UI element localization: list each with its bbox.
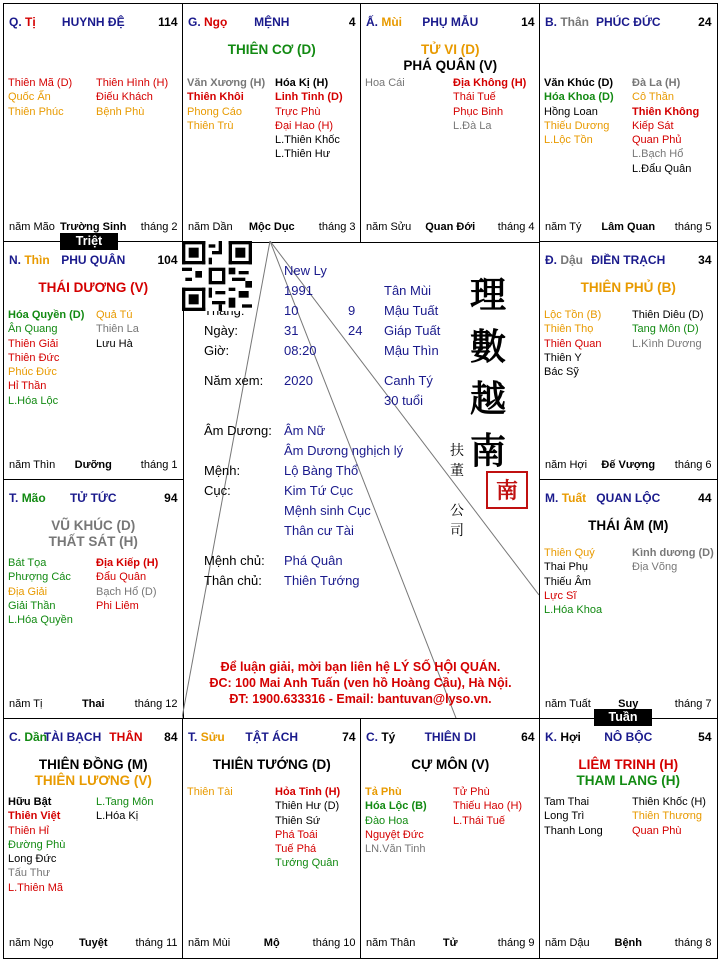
palace-year: năm Dần: [188, 220, 233, 233]
thanchu-value: Thiên Tướng: [284, 573, 360, 588]
palace-g-ngo[interactable]: [182, 3, 362, 243]
minor-star: Thiếu Dương: [544, 119, 610, 132]
minor-star: L.Thái Tuế: [453, 814, 505, 827]
minor-star: Đẩu Quân: [96, 571, 147, 584]
main-star: CỰ MÔN (V): [411, 757, 490, 772]
minor-star: Ân Quang: [8, 323, 58, 336]
palace-q-ti[interactable]: [3, 3, 184, 243]
palace-branch: T. Sửu: [188, 730, 225, 744]
hour-label: Giờ:: [204, 343, 230, 358]
palace-year: năm Tị: [9, 697, 43, 710]
palace-footer: [545, 459, 712, 473]
palace-header: [9, 15, 178, 31]
minor-star: Long Đức: [8, 853, 57, 866]
cuc-value-1: Kim Tứ Cục: [284, 483, 354, 498]
minor-star: Hóa Khoa (D): [544, 91, 614, 104]
seal-char-3: 越: [470, 378, 507, 420]
star-column-right: [632, 308, 704, 351]
palace-year: năm Tý: [545, 220, 582, 233]
minor-star: Thiên Sứ: [275, 814, 321, 827]
minor-star: L.Lộc Tồn: [544, 134, 593, 147]
main-star: THẤT SÁT (H): [48, 534, 138, 549]
palace-stage: Lâm Quan: [601, 220, 656, 233]
star-column-left: [544, 308, 601, 379]
cuc-value-3: Thân cư Tài: [284, 523, 354, 538]
minor-star: Lộc Tồn (B): [544, 309, 602, 321]
star-column-left: [365, 76, 405, 90]
palace-branch: Ấ. Mùi: [366, 15, 403, 29]
palace-stage: Bệnh: [614, 936, 642, 949]
palace-name: TỬ TỨC: [69, 491, 117, 505]
contact-line-3: ĐT: 1900.633316 - Email: bantuvan@lyso.vn.: [229, 692, 492, 706]
palace-footer: [9, 698, 178, 712]
star-column-left: [544, 76, 614, 147]
tuan-tag: Tuần: [594, 709, 652, 726]
seal-side-4: 司: [450, 523, 464, 539]
palace-number: 14: [521, 15, 535, 29]
minor-star: Hóa Kị (H): [275, 77, 329, 89]
red-stamp: 南: [486, 471, 528, 509]
menh-label: Mệnh:: [204, 463, 241, 478]
minor-star: Thiên Y: [544, 351, 582, 364]
star-column-right: [632, 76, 699, 176]
center-info-panel: [182, 241, 539, 718]
star-column-right: [96, 795, 153, 824]
minor-star: Đại Hao (H): [275, 119, 334, 132]
triet-tag: Triệt: [60, 233, 118, 250]
than-marker: THÂN: [109, 730, 143, 744]
star-column-right: [96, 76, 168, 119]
palace-stage: Thai: [81, 697, 105, 710]
palace-number: 54: [698, 730, 712, 744]
day-canchi: Giáp Tuất: [384, 323, 441, 338]
palace-number: 24: [698, 15, 712, 29]
minor-star: Thiên Tài: [187, 786, 233, 798]
minor-star: LN.Văn Tinh: [365, 843, 426, 856]
seal-side-2: 董: [450, 463, 464, 479]
palace-name: PHU QUÂN: [61, 253, 126, 267]
star-column-left: [8, 795, 65, 895]
palace-k-hoi[interactable]: [539, 718, 718, 959]
minor-star: Thiếu Hao (H): [453, 800, 523, 813]
minor-star: Thiên Thọ: [544, 323, 594, 336]
seal-char-1: 理: [470, 274, 507, 316]
palace-month: tháng 9: [497, 936, 535, 949]
minor-star: Thiên Giải: [8, 337, 59, 350]
palace-t-mao[interactable]: [3, 479, 184, 720]
palace-stage: Đế Vượng: [601, 458, 656, 471]
main-star: LIÊM TRINH (H): [578, 757, 679, 772]
amduong-value-1: Âm Nữ: [284, 423, 326, 438]
minor-star: Phi Liêm: [96, 599, 139, 612]
palace-name: ĐIỀN TRẠCH: [591, 253, 666, 267]
palace-b-than[interactable]: [539, 3, 718, 243]
minor-star: Nguyệt Đức: [365, 828, 424, 841]
viewyear-canchi: Canh Tý: [384, 373, 433, 388]
main-star: THIÊN ĐỒNG (M): [38, 757, 148, 772]
minor-star: Thiên Quý: [544, 547, 595, 559]
minor-star: Đà La (H): [632, 77, 681, 89]
star-column-right: [275, 76, 343, 162]
palace-header: [545, 730, 712, 746]
star-column-left: [8, 308, 84, 408]
minor-star: Địa Giải: [8, 585, 48, 598]
main-star: THÁI ÂM (M): [588, 518, 669, 533]
contact-line-1: Để luận giải, mời bạn liên hệ LÝ SỐ HỘI QUÁN.: [220, 660, 501, 674]
palace-month: tháng 6: [674, 458, 712, 471]
minor-star: Hữu Bật: [8, 796, 52, 808]
star-column-right: [96, 308, 139, 351]
minor-star: Bát Tọa: [8, 557, 47, 569]
main-star: THIÊN LƯƠNG (V): [34, 773, 152, 788]
minor-star: Thiên Hỉ: [8, 824, 49, 837]
minor-star: Cô Thần: [632, 91, 674, 104]
minor-star: Lực Sĩ: [544, 589, 577, 602]
minor-star: L.Hóa Khoa: [544, 604, 603, 617]
palace-name: TÀI BẠCH THÂN: [43, 730, 143, 744]
minor-star: Quan Phủ: [632, 134, 682, 147]
palace-stage: Quan Đới: [425, 220, 476, 233]
palace-branch: B. Thân: [545, 15, 590, 29]
palace-branch: C. Tý: [366, 730, 396, 744]
minor-star: L.Bạch Hổ: [632, 148, 684, 161]
palace-header: [366, 730, 535, 746]
thanchu-label: Thân chủ:: [204, 573, 262, 588]
minor-star: Thiên Khốc (H): [632, 796, 706, 808]
minor-star: Thiên Mã (D): [8, 77, 73, 89]
minor-star: L.Hóa Lộc: [8, 394, 59, 407]
minor-star: Phong Cáo: [187, 105, 243, 118]
star-column-left: [187, 76, 265, 133]
palace-number: 114: [158, 15, 178, 29]
palace-header: [188, 15, 356, 31]
star-column-left: [365, 785, 427, 856]
minor-star: Thái Tuế: [453, 91, 496, 104]
menhchu-value: Phá Quân: [284, 553, 343, 568]
minor-star: Văn Khúc (D): [544, 77, 614, 89]
minor-star: Đào Hoa: [365, 814, 409, 827]
day-solar: 31: [284, 323, 299, 338]
palace-year: năm Mão: [9, 220, 55, 233]
minor-star: Quan Phù: [632, 824, 682, 837]
minor-star: L.Tang Môn: [96, 796, 154, 808]
palace-month: tháng 11: [135, 936, 178, 949]
palace-name: PHỤ MẪU: [422, 15, 479, 29]
hour-value: 08:20: [284, 343, 317, 358]
menhchu-label: Mệnh chủ:: [204, 553, 265, 568]
palace-name: HUYNH ĐỆ: [61, 15, 125, 29]
palace-number: 44: [698, 491, 712, 505]
palace-number: 64: [521, 730, 535, 744]
minor-star: Phá Toái: [275, 828, 318, 841]
main-star: TỬ VI (D): [421, 42, 480, 57]
minor-star: Thiên Đức: [8, 351, 60, 364]
day-lunar: 24: [348, 323, 363, 338]
minor-star: L.Hóa Quyền: [8, 614, 73, 627]
palace-d-dau[interactable]: [539, 241, 718, 481]
palace-footer: [366, 937, 535, 951]
seal-side-3: 公: [450, 503, 464, 519]
palace-year: năm Tuất: [545, 697, 591, 710]
palace-stage: Mộ: [263, 936, 280, 949]
minor-star: Hoa Cái: [365, 77, 405, 89]
name-value: New Ly: [284, 263, 327, 278]
palace-year: năm Ngọ: [9, 936, 54, 949]
minor-star: Quốc Ấn: [8, 91, 51, 104]
palace-name: NÔ BỘC: [604, 730, 653, 744]
seal-side-1: 扶: [450, 443, 464, 459]
minor-star: Hỉ Thần: [8, 380, 47, 393]
palace-name: TẬT ÁCH: [245, 730, 299, 744]
month-lunar: 9: [348, 303, 356, 318]
palace-stage: Trường Sinh: [59, 220, 127, 233]
minor-star: Bệnh Phù: [96, 105, 145, 118]
minor-star: Quả Tú: [96, 309, 133, 321]
palace-month: tháng 3: [318, 220, 356, 233]
minor-star: Hóa Lộc (B): [365, 800, 427, 813]
palace-footer: [9, 937, 178, 951]
minor-star: Hỏa Tinh (H): [275, 786, 341, 798]
main-star: THIÊN CƠ (D): [227, 42, 316, 57]
palace-number: 94: [164, 491, 178, 505]
palace-month: tháng 10: [312, 936, 356, 949]
palace-number: 4: [348, 15, 356, 29]
palace-footer: [188, 937, 356, 951]
palace-number: 74: [342, 730, 356, 744]
minor-star: Thai Phụ: [544, 561, 589, 574]
star-column-right: [275, 785, 340, 871]
viewyear-label: Năm xem:: [204, 373, 264, 388]
star-column-left: [544, 546, 602, 617]
star-column-right: [453, 785, 522, 828]
qr-code-icon[interactable]: [182, 241, 252, 311]
palace-header: [9, 491, 178, 507]
minor-star: L.Đà La: [453, 119, 492, 132]
palace-branch: K. Hợi: [545, 730, 581, 744]
palace-stage: Dưỡng: [74, 458, 112, 471]
palace-month: tháng 5: [674, 220, 712, 233]
minor-star: Văn Xương (H): [187, 77, 266, 89]
palace-branch: N. Thìn: [9, 253, 50, 267]
minor-star: Long Trì: [544, 810, 585, 823]
star-column-right: [632, 546, 714, 575]
palace-branch: Đ. Dậu: [545, 253, 584, 267]
star-column-right: [632, 795, 706, 838]
palace-name: PHÚC ĐỨC: [595, 15, 661, 29]
day-label: Ngày:: [204, 323, 238, 338]
minor-star: Thiếu Âm: [544, 575, 592, 588]
minor-star: Phục Binh: [453, 105, 504, 118]
year-value: 1991: [284, 283, 313, 298]
palace-header: [366, 15, 535, 31]
minor-star: Thiên Diêu (D): [632, 309, 704, 321]
minor-star: Thiên Hư (D): [275, 800, 340, 813]
palace-footer: [188, 221, 356, 235]
month-solar: 10: [284, 303, 299, 318]
palace-stage: Tử: [442, 936, 458, 949]
minor-star: Lưu Hà: [96, 337, 133, 350]
palace-header: [9, 730, 178, 746]
star-column-left: [187, 785, 233, 799]
palace-branch: G. Ngọ: [188, 15, 228, 29]
cuc-value-2: Mệnh sinh Cục: [284, 503, 371, 518]
minor-star: L.Thiên Khốc: [275, 134, 340, 147]
hour-canchi: Mậu Thìn: [384, 343, 439, 358]
minor-star: Giải Thần: [8, 599, 56, 612]
minor-star: Tuế Phá: [275, 843, 317, 856]
star-column-left: [8, 556, 73, 627]
year-canchi: Tân Mùi: [384, 283, 431, 298]
minor-star: Thiên Hình (H): [96, 77, 169, 89]
minor-star: L.Thiên Mã: [8, 881, 64, 894]
palace-branch: M. Tuất: [545, 491, 587, 505]
minor-star: Địa Kiếp (H): [96, 557, 159, 569]
palace-a-mui[interactable]: [360, 3, 541, 243]
main-star: VŨ KHÚC (D): [51, 518, 136, 533]
seal-char-2: 數: [470, 326, 507, 368]
minor-star: Tấu Thư: [8, 867, 51, 880]
minor-star: Kiếp Sát: [632, 119, 674, 132]
minor-star: Bạch Hổ (D): [96, 585, 157, 598]
palace-year: năm Mùi: [188, 936, 231, 949]
palace-year: năm Sửu: [366, 220, 412, 233]
palace-header: [545, 491, 712, 507]
palace-header: [9, 253, 178, 269]
minor-star: Tướng Quân: [275, 857, 339, 870]
palace-month: tháng 1: [140, 458, 178, 471]
minor-star: Tang Môn (D): [632, 323, 699, 336]
palace-name: THIÊN DI: [424, 730, 476, 744]
minor-star: Thiên Không: [632, 105, 700, 118]
palace-number: 104: [157, 253, 178, 267]
cuc-label: Cục:: [204, 483, 231, 498]
minor-star: Trực Phù: [275, 105, 321, 118]
star-column-right: [453, 76, 526, 133]
palace-header: [545, 15, 712, 31]
palace-footer: [545, 937, 712, 951]
star-column-left: [8, 76, 72, 119]
minor-star: Bác Sỹ: [544, 366, 579, 379]
palace-stage: Mộc Dục: [248, 220, 295, 233]
minor-star: Điếu Khách: [96, 91, 153, 104]
palace-n-thin[interactable]: [3, 241, 184, 481]
minor-star: Địa Không (H): [453, 77, 527, 89]
minor-star: Tam Thai: [544, 796, 590, 808]
star-column-left: [544, 795, 603, 838]
palace-t-suu[interactable]: [182, 718, 362, 959]
palace-month: tháng 4: [497, 220, 535, 233]
viewyear-value: 2020: [284, 373, 313, 388]
minor-star: Thiên Thương: [632, 810, 703, 823]
menh-value: Lộ Bàng Thổ: [284, 463, 359, 478]
palace-year: năm Hợi: [545, 458, 588, 471]
palace-stage: Suy: [618, 697, 639, 710]
main-star: THIÊN PHỦ (B): [580, 280, 676, 295]
minor-star: L.Đẩu Quân: [632, 162, 692, 175]
palace-footer: [545, 221, 712, 235]
minor-star: Thiên Phúc: [8, 105, 64, 118]
palace-branch: C. Dần: [9, 730, 48, 744]
palace-number: 84: [164, 730, 178, 744]
minor-star: Phúc Đức: [8, 366, 57, 379]
palace-stage: Tuyệt: [78, 936, 108, 949]
minor-star: Thiên Việt: [8, 810, 61, 823]
palace-branch: Q. Tị: [9, 15, 36, 29]
minor-star: Kình dương (D): [632, 547, 714, 559]
palace-month: tháng 7: [674, 697, 712, 710]
palace-name: QUAN LỘC: [596, 491, 661, 505]
minor-star: Phượng Các: [8, 571, 71, 584]
amduong-label: Âm Dương:: [204, 423, 272, 438]
minor-star: Tử Phù: [453, 786, 490, 798]
amduong-value-2: Âm Dương nghịch lý: [284, 443, 404, 458]
minor-star: Thiên Khôi: [187, 91, 244, 104]
minor-star: Địa Võng: [632, 561, 678, 574]
palace-c-dan[interactable]: [3, 718, 184, 959]
main-star: THAM LANG (H): [576, 773, 680, 788]
main-star: THÁI DƯƠNG (V): [38, 280, 149, 295]
main-star: THIÊN TƯỚNG (D): [212, 757, 331, 772]
palace-month: tháng 8: [674, 936, 712, 949]
minor-star: Hồng Loan: [544, 105, 598, 118]
minor-star: Linh Tinh (D): [275, 91, 343, 104]
contact-line-2: ĐC: 100 Mai Anh Tuấn (ven hồ Hoàng Cầu), Hà Nội.: [209, 676, 512, 690]
month-canchi: Mậu Tuất: [384, 303, 439, 318]
minor-star: Tả Phù: [365, 786, 402, 798]
star-column-right: [96, 556, 158, 613]
palace-m-tuat[interactable]: [539, 479, 718, 720]
seal-char-4: 南: [470, 430, 507, 472]
palace-name: MỆNH: [254, 15, 290, 29]
palace-month: tháng 12: [134, 697, 178, 710]
palace-year: năm Thân: [366, 936, 416, 949]
main-star: PHÁ QUÂN (V): [403, 58, 498, 73]
palace-number: 34: [698, 253, 712, 267]
minor-star: Đường Phù: [8, 838, 66, 851]
minor-star: L.Thiên Hư: [275, 148, 331, 161]
palace-footer: [9, 459, 178, 473]
palace-footer: [366, 221, 535, 235]
minor-star: Thiên Quan: [544, 337, 602, 350]
palace-c-ty[interactable]: [360, 718, 541, 959]
minor-star: Thiên La: [96, 323, 139, 336]
palace-year: năm Dậu: [545, 936, 590, 949]
age-value: 30 tuổi: [384, 393, 424, 408]
minor-star: L.Kình Dương: [632, 337, 702, 350]
palace-month: tháng 2: [140, 220, 178, 233]
palace-header: [188, 730, 356, 746]
palace-branch: T. Mão: [9, 491, 46, 505]
minor-star: Thanh Long: [544, 824, 603, 837]
minor-star: L.Hóa Kị: [96, 810, 139, 823]
minor-star: Thiên Trù: [187, 119, 234, 132]
palace-year: năm Thìn: [9, 458, 56, 471]
minor-star: Hóa Quyền (D): [8, 309, 85, 321]
palace-header: [545, 253, 712, 269]
